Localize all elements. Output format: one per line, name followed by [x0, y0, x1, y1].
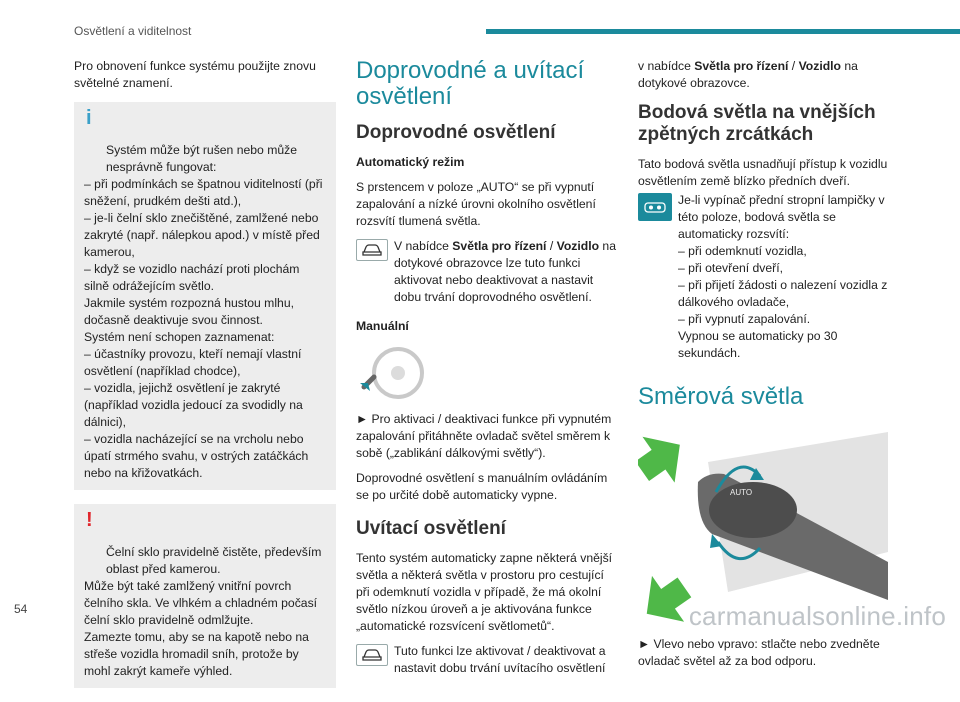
uvitaci-menu-row — [356, 643, 616, 677]
auto-menu-row — [356, 238, 616, 314]
info-note — [74, 102, 336, 490]
section-title-smerova: Směrová světla — [638, 383, 804, 410]
text-run: V nabídce — [394, 239, 453, 253]
intro-paragraph: Pro obnovení funkce systému použijte znovu světelné znamení. — [74, 59, 316, 90]
info-icon: i — [86, 107, 92, 129]
car-menu-icon — [356, 239, 388, 261]
text-run: na dotykové obrazovce. — [638, 59, 858, 90]
car-menu-icon — [356, 644, 388, 666]
bodova-paragraph-1: Tato bodová světla usnadňují přístup k vozidlu osvětlením země blízko předních dveří. — [638, 157, 888, 188]
menu-path-lights: Světla pro řízení — [452, 239, 547, 253]
header-accent-bar — [486, 29, 960, 34]
uvitaci-paragraph: Tento systém automaticky zapne některá vnější světla a některá světla v prostoru pro cestující při odemknutí vozidla v případě, že má okolní světlo nízkou úroveň a je aktivována funkce „automatické rozsvícení světlometů“. — [356, 551, 613, 633]
menu-path-vehicle: Vozidlo — [556, 239, 600, 253]
auto-paragraph: S prstencem v poloze „AUTO“ se při vypnutí zapalování a nízké úrovni okolního osvětlení rozsvítí tlumená světla. — [356, 180, 596, 228]
heading-doprovodne-osvetleni: Doprovodné osvětlení — [356, 122, 556, 143]
menu-path-lights: Světla pro řízení — [694, 59, 789, 73]
steering-wheel-figure — [356, 343, 616, 403]
column-middle — [356, 58, 616, 677]
section-title-doprovodne-uvitaci: Doprovodné a uvítací osvětlení — [356, 57, 585, 110]
column-right — [638, 58, 892, 678]
bodova-lamp-row — [638, 192, 892, 370]
warning-note-lead: Čelní sklo pravidelně čistěte, především oblast před kamerou. — [106, 545, 322, 576]
warning-note — [74, 504, 336, 688]
auto-menu-paragraph — [394, 238, 616, 306]
header-title: Osvětlení a viditelnost — [74, 24, 192, 38]
text-run: / — [788, 59, 799, 73]
bodova-paragraph-2: Je-li vypínač přední stropní lampičky v této poloze, bodová světla se automaticky rozsvítí: – při odemknutí vozidla, – při otevření dveří, – při přijetí žádosti o nalezení vozidla z dálkového ovladače, – při vypnutí zapalování. Vypnou se automaticky po 30 sekundách. — [678, 193, 888, 360]
ceiling-lamp-icon — [638, 193, 672, 221]
heading-bodova-svetla: Bodová světla na vnějších zpětných zrcátkách — [638, 102, 876, 145]
stalk-auto-label: AUTO — [730, 488, 753, 497]
text-run: / — [546, 239, 557, 253]
manual-paragraph-2: Doprovodné osvětlení s manuálním ovládáním se po určité době automaticky vypne. — [356, 471, 608, 502]
watermark-text: carmanualsonline.info — [688, 601, 946, 631]
continuation-paragraph — [638, 58, 892, 92]
page-number: 54 — [14, 602, 28, 616]
heading-manualni: Manuální — [356, 319, 409, 333]
lighting-stalk-icon — [638, 422, 892, 622]
info-note-text: – při podmínkách se špatnou viditelností (při sněžení, prudkém dešti atd.), – je-li čelní sklo znečištěné, zamlžené nebo zakryté (např. nálepkou apod.) v místě před kamerou, – když se vozidlo nachází proti plochám silně odrážejícím světlo. Jakmile systém rozpozná hustou mlhu, dočasně deaktivuje svou činnost. Systém není schopen zaznamenat: – účastníky provozu, kteří nemají vlastní osvětlení (například chodce), – vozidla, jejichž osvětlení je zakryté (například vozidla jedoucí za svodidly na dálnici), – vozidla nacházející se na vrcholu nebo úpatí strmého svahu, v ostrých zatáčkách nebo na křižovatkách. — [84, 177, 323, 480]
heading-automaticky-rezim: Automatický režim — [356, 155, 465, 169]
heading-uvitaci-osvetleni: Uvítací osvětlení — [356, 518, 506, 539]
steering-wheel-icon — [356, 343, 436, 403]
text-run: v nabídce — [638, 59, 695, 73]
text-run: na dotykové obrazovce lze tuto funkci aktivovat nebo deaktivovat a nastavit dobu trvání doprovodného osvětlení. — [394, 239, 616, 304]
uvitaci-menu-paragraph: Tuto funkci lze aktivovat / deaktivovat a nastavit dobu trvání uvítacího osvětlení — [394, 644, 606, 675]
warning-note-text: Může být také zamlžený vnitřní povrch čelního skla. Ve vlhkém a chladném počasí čelní sklo pravidelně odmlžujte. Zamezte tomu, aby se na kapotě nebo na střeše vozidla hromadil sníh, protože by mohl zakrýt kameře výhled. — [84, 579, 318, 678]
menu-path-vehicle: Vozidlo — [798, 59, 842, 73]
manual-paragraph-1: ► Pro aktivaci / deaktivaci funkce při vypnutém zapalování přitáhněte ovladač světel směrem k sobě („zablikání dálkovými světly“). — [356, 412, 612, 460]
smerova-paragraph: ► Vlevo nebo vpravo: stlačte nebo zvedněte ovladač světel až za bod odporu. — [638, 637, 880, 668]
column-left — [74, 58, 336, 702]
warning-icon: ! — [86, 509, 93, 531]
lighting-stalk-figure — [638, 422, 892, 622]
info-note-lead: Systém může být rušen nebo může nesprávně fungovat: — [106, 143, 298, 174]
